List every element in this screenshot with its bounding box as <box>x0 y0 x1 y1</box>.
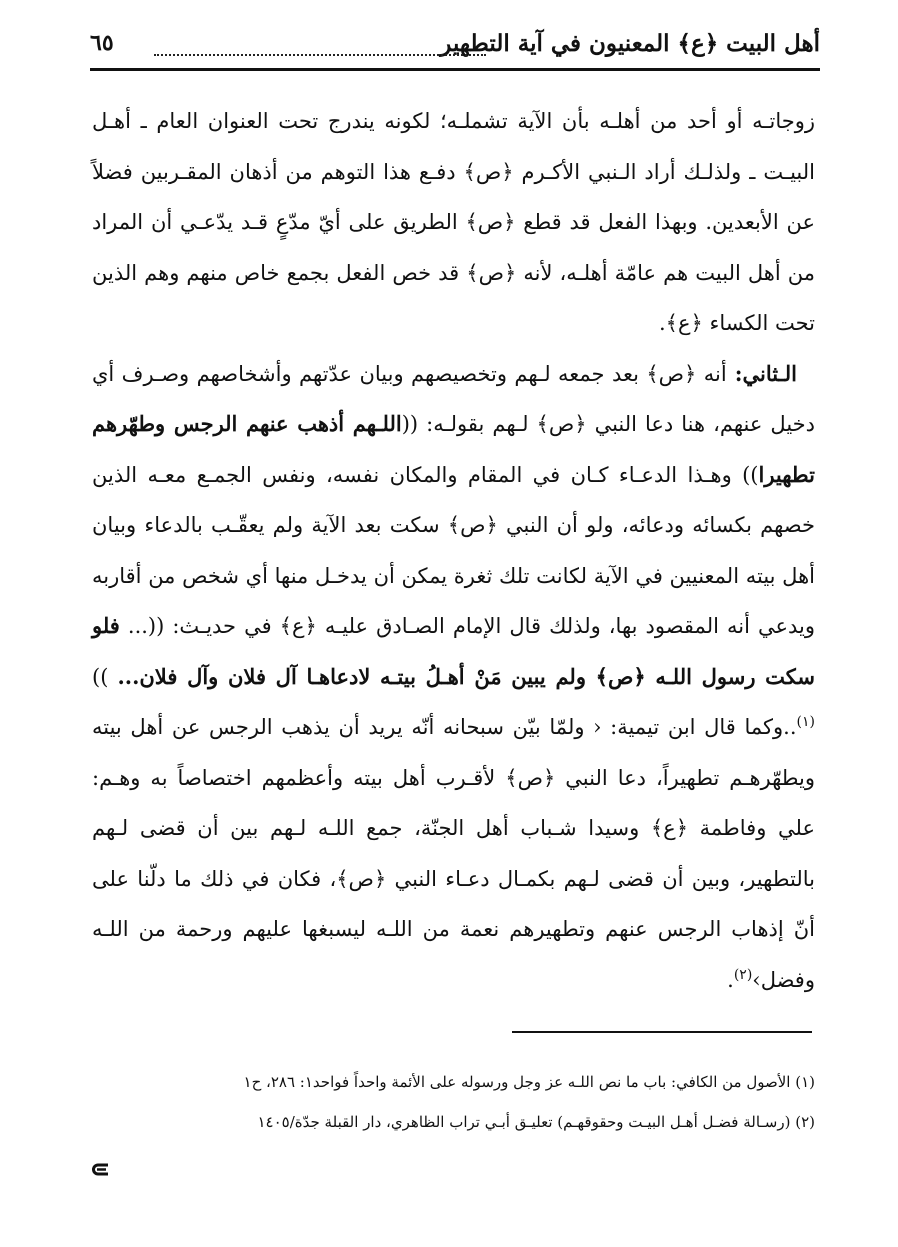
text-segment: . <box>727 967 734 992</box>
text-segment: زوجاتـه أو أحد من أهلـه بأن الآية تشملـه؛ لكونه يندرج تحت العنوان العام ـ أهـل البيـت ـ ولذلـك أراد الـنبي الأكـرم ﴿ص﴾ دفـع هذا التوهم من أذهان المقـربين فضلاً عن الأبعدين. وبهذا الفعل قد قطع ﴿ص﴾ الطريق على أيّ مدّعٍ قـد يدّعـي أن المراد من أهل البيت هم عامّة أهلـه، لأنه ﴿ص﴾ قد خص الفعل بجمع خاص منهم وهم الذين تحت الكساء ﴿ع﴾. <box>92 109 815 335</box>
footnote-1: (١) الأصول من الكافي: باب ما نص اللـه عز وجل ورسوله على الأئمة واحداً فواحد١: ٢٨٦، ح١ <box>243 1073 815 1091</box>
running-header <box>90 26 820 66</box>
footnote-reference: (١) <box>796 714 815 730</box>
header-rule <box>90 68 820 71</box>
paragraph-1 <box>92 96 815 349</box>
bold-segment: الـثاني: <box>726 360 797 386</box>
text-segment: )) <box>92 664 118 689</box>
header-dot-leader <box>154 54 486 56</box>
footnotes <box>92 1062 815 1142</box>
text-segment: ..وكما قال ابن تيمية: ‹ ولمّا بيّن سبحانه أنّه يريد أن يذهب الرجس عن أهل بيته ويطهّرهـم تطهيراً، دعا النبي ﴿ص﴾ لأقـرب أهل بيته وأعظمهم اختصاصاً به وهـم: علي وفاطمة ﴿ع﴾ وسيدا شـباب أهل الجنّة، جمع اللـه لـهم بين أن قضى لـهم بالتطهير، وبين أن قضى لـهم بكمـال دعـاء النبي ﴿ص﴾، فكان في ذلك ما دلّنا على أنّ إذهاب الرجس عنهم وتطهيرهم نعمة من اللـه ليسبغها عليهم ورحمة من اللـه وفضل› <box>92 715 815 992</box>
bold-segment: فلو سكت رسول اللـه ﴿ص﴾ ولم يبين مَنْ أهـلُ بيتـه لادعاهـا آل فلان وآل فلان... <box>92 613 815 689</box>
footnote-2: (٢) (رسـالة فضـل أهـل البيـت وحقوقهـم) تعليـق أبـي تراب الظاهري، دار القبلة جدّة/١٤٠٥ <box>257 1113 815 1131</box>
text-segment: )) وهـذا الدعـاء كـان في المقام والمكان نفسه، ونفس الجمـع معـه الذين خصهم بكسائه ودعائه، ولو أن النبي ﴿ص﴾ سكت بعد الآية ولم يعقّـب بالدعاء وبيان أهل بيته المعنيين في الآية لكانت تلك ثغرة يمكن أن يدخـل منها أي شخص من أقاربه ويدعي أنه المقصود بها، ولذلك قال الإمام الصـادق عليـه ﴿ع﴾ في حديـث: ((... <box>92 462 815 638</box>
paragraph-2 <box>92 349 815 1006</box>
continuation-mark-icon <box>92 1163 110 1176</box>
header-title: أهل البيت ﴿ع﴾ المعنيون في آية التطهير <box>440 30 820 57</box>
footnote-separator <box>512 1031 812 1033</box>
body-text <box>92 96 815 1005</box>
text-segment: أنه ﴿ص﴾ بعد جمعه لـهم وتخصيصهم وبيان عدّتهم وأشخاصهم وصـرف أي دخيل عنهم، هنا دعا النبي ﴿ص﴾ لـهم بقولـه: (( <box>92 361 815 436</box>
bold-segment: اللـهم أذهب عنهم الرجس وطهّرهم تطهيرا <box>92 411 815 487</box>
footnote-reference: (٢) <box>733 966 753 983</box>
page-number: ٦٥ <box>90 30 114 56</box>
